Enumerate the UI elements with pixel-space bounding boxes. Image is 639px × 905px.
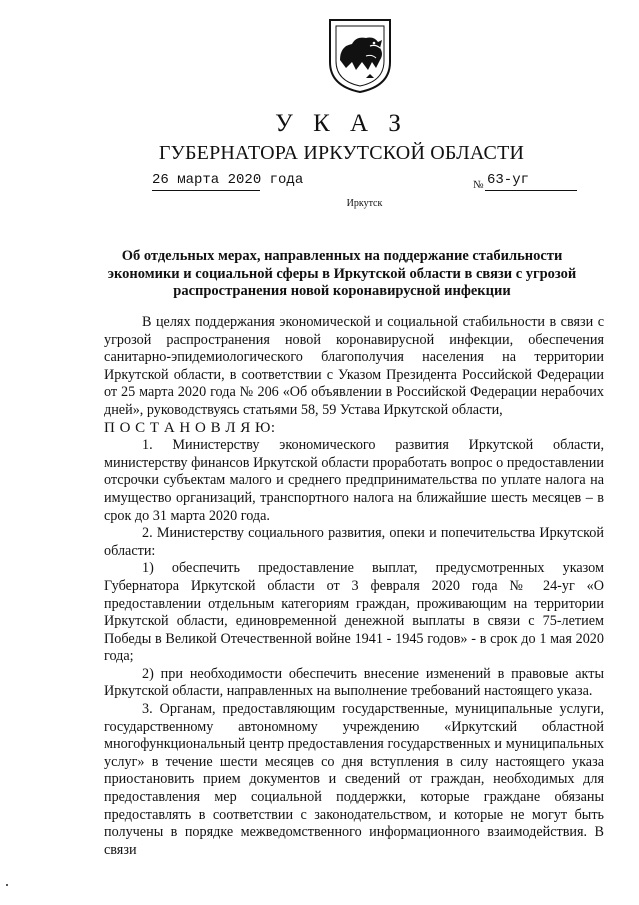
decree-body (104, 314, 604, 859)
decree-number: 63-уг (487, 172, 530, 188)
item-3-paragraph: 3. Органам, предоставляющим государственные, муниципальные услуги, государственному автономному учреждению «Иркутский областной многофункциональный центр предоставления государственных и муниципальных услуг» в течение шести месяцев со дня вступления в силу настоящего указа приостановить прием документов и сведений от граждан, необходимых для предоставления мер социальной поддержки, которые граждане обязаны предоставлять в соответствии с законодательством, и которые не могут быть получены в порядке межведомственного информационного взаимодействия. В связи (104, 701, 604, 858)
preamble-paragraph: В целях поддержания экономической и социальной стабильности в связи с угрозой распространения новой коронавирусной инфекции, обеспечения санитарно-эпидемиологического благополучия населения на территории Иркутской области, в соответствии с Указом Президента Российской Федерации от 25 марта 2020 года № 206 «Об объявлении в Российской Федерации нерабочих дней», руководствуясь статьями 58, 59 Устава Иркутской области, (104, 314, 604, 418)
decree-heading (105, 248, 579, 301)
item-1-paragraph: 1. Министерству экономического развития Иркутской области, министерству финансов Иркутской области проработать вопрос о предоставлении отсрочки субъектам малого и среднего предпринимательства по уплате налога на имущество организаций, транспортного налога на ближайшие шесть месяцев – в срок до 31 марта 2020 года. (104, 437, 604, 524)
date-underline (152, 190, 260, 191)
heading-line: Об отдельных мерах, направленных на поддержание стабильности (121, 248, 563, 264)
document-title: У К А З (275, 110, 408, 137)
city-name: Иркутск (346, 198, 383, 209)
scan-speck (6, 884, 8, 886)
number-underline (485, 190, 577, 191)
heading-line: распространения новой коронавирусной инфекции (173, 283, 511, 299)
coat-of-arms-icon (326, 16, 394, 94)
decree-word: П О С Т А Н О В Л Я Ю: (104, 419, 276, 436)
item-2-paragraph: 2. Министерству социального развития, опеки и попечительства Иркутской области: (104, 525, 604, 559)
item-2-2-paragraph: 2) при необходимости обеспечить внесение изменений в правовые акты Иркутской области, направленных на выполнение требований настоящего указа. (104, 665, 604, 700)
heading-line: экономики и социальной сферы в Иркутской области в связи с угрозой (107, 265, 577, 282)
decree-date: 26 марта 2020 года (152, 172, 304, 188)
item-2-1-paragraph: 1) обеспечить предоставление выплат, предусмотренных указом Губернатора Иркутской области от 3 февраля 2020 года № 24-уг «О предоставлении отдельным категориям граждан, проживающим на территории Иркутской области, единовременной денежной выплаты в связи с 75-летием Победы в Великой Отечественной войне 1941 - 1945 годов» - в срок до 1 мая 2020 года; (104, 560, 604, 665)
number-label: № (473, 179, 484, 191)
issuer-title: ГУБЕРНАТОРА ИРКУТСКОЙ ОБЛАСТИ (158, 142, 525, 164)
